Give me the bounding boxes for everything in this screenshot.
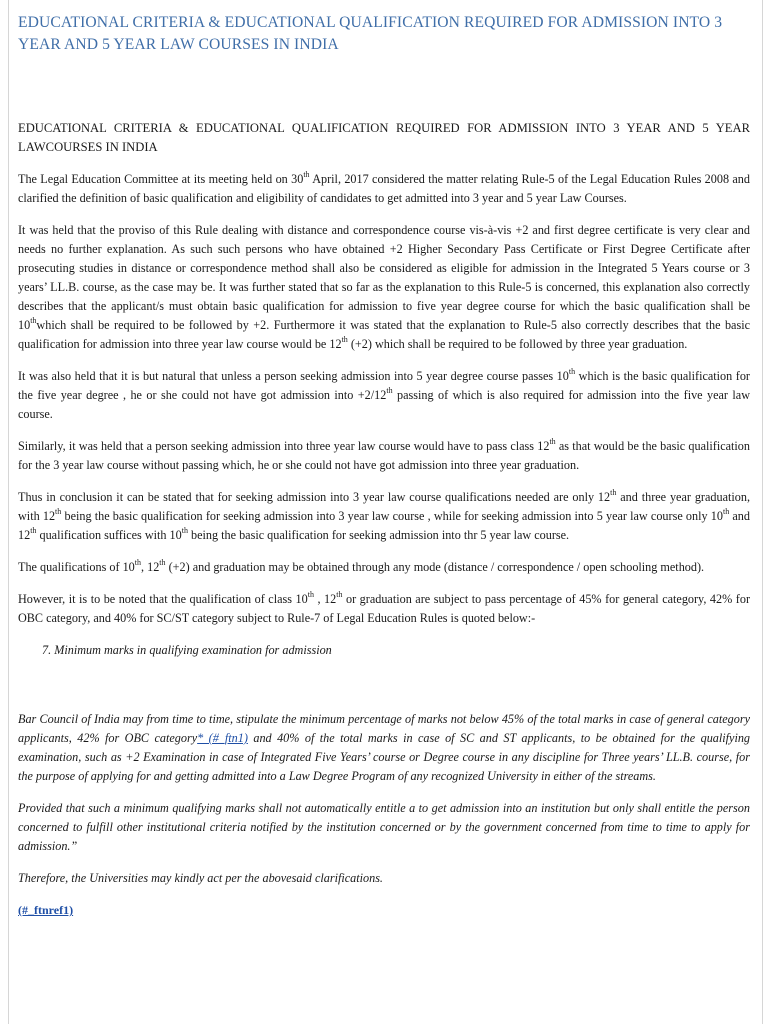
text-run: However, it is to be noted that the qualification of class 10 (18, 592, 308, 606)
superscript: th (181, 526, 188, 535)
superscript: th (336, 590, 343, 599)
superscript: th (30, 526, 37, 535)
text-run: , 12 (141, 560, 160, 574)
quote-paragraph-conclusion: Therefore, the Universities may kindly act per the abovesaid clarifications. (18, 871, 383, 885)
quoted-rule (18, 710, 750, 919)
text-run: Similarly, it was held that a person seeking admission into three year law course would have to pass class 12 (18, 439, 550, 453)
text-run: which shall be required to be followed by +2. Furthermore it was stated that the explanation to Rule-5 also correctly describes that the basic qualification for admission into three year law course would be 12 (18, 318, 750, 351)
superscript: th (549, 437, 556, 446)
footnote-ref-link[interactable]: (#_ftnref1) (18, 903, 74, 917)
text-run: (+2) and graduation may be obtained through any mode (distance / correspondence / open schooling method). (165, 560, 705, 574)
text-run: (+2) which shall be required to be followed by three year graduation. (347, 337, 688, 351)
superscript: th (30, 316, 37, 325)
superscript: th (386, 386, 393, 395)
text-run: April, 2017 considered the matter relating Rule-5 of the Legal Education Rules 2008 and clarified the definition of basic qualification and eligibility of candidates to get admitted into 3 year and 5 year Law Courses. (18, 172, 750, 205)
text-run: and 40% of the total marks in case of SC and ST applicants, to be obtained for the qualifying examination, such as +2 Examination in case of Integrated Five Years’ course or Degree course in any discipline for Three years’ LL.B. course, for the purpose of applying for and getting admitted into a Law Degree Program of any recognized University in either of the streams. (18, 731, 751, 783)
superscript: th (722, 507, 730, 516)
superscript: th (341, 335, 348, 344)
superscript: th (568, 367, 576, 376)
superscript: th (303, 170, 310, 179)
paragraph-proviso (18, 221, 750, 354)
text-run: Thus in conclusion it can be stated that for seeking admission into 3 year law course qualifications needed are only 12 (18, 490, 611, 504)
text-run: passing of which is also required for admission into the five year law course. (18, 388, 750, 421)
text-run: The qualifications of 10 (18, 560, 135, 574)
text-run: It was held that the proviso of this Rule dealing with distance and correspondence course vis-à-vis +2 and first degree certificate is very clear and needs no further explanation. As such such persons who have obtained +2 Higher Secondary Pass Certificate or First Degree Certificate after prosecuting studies in distance or correspondence method shall also be considered as eligible for admission in the Integrated 5 Years course or 3 years’ LL.B. course, as the case may be. It was further stated that so far as the explanation to this Rule-5 is concerned, this explanation also correctly describes that the applicant/s must obtain basic qualification for admission to five year degree course for which the basic qualification shall be 10 (18, 223, 750, 332)
text-run: Bar Council of India may from time to time, stipulate the minimum percentage of marks not below 45% of the total marks in case of general category applicants, 42% for OBC category (18, 712, 750, 745)
quote-paragraph-bci (18, 710, 750, 786)
paragraph-three-year (18, 437, 750, 475)
text-run: qualification suffices with 10 (36, 528, 182, 542)
quote-paragraph-proviso: Provided that such a minimum qualifying marks shall not automatically entitle a to get admission into an institution but only shall entitle the person concerned to fulfill other institutional criteria notified by the institution concerned or by the government concerned from time to time to apply for admission.” (18, 801, 750, 853)
paragraph-five-year (18, 367, 750, 424)
superscript: th (134, 558, 141, 567)
superscript: th (307, 590, 314, 599)
text-run: and 12 (18, 509, 750, 542)
paragraph-percentages (18, 590, 750, 628)
text-run: being the basic qualification for seeking admission into thr 5 year law course. (187, 528, 570, 542)
article-heading: EDUCATIONAL CRITERIA & EDUCATIONAL QUALIFICATION REQUIRED FOR ADMISSION INTO 3 YEAR AND 5 YEAR LAWCOURSES IN INDIA (18, 121, 750, 154)
text-run: , 12 (313, 592, 337, 606)
superscript: th (159, 558, 166, 567)
text-run: It was also held that it is but natural that unless a person seeking admission into 5 year degree course passes 10 (18, 369, 569, 383)
superscript: th (55, 507, 62, 516)
text-run: as that would be the basic qualification for the 3 year law course without passing which, he or she could not have got admission into three year graduation. (18, 439, 750, 472)
rule-7-list-item: 7. Minimum marks in qualifying examination for admission (42, 643, 332, 657)
text-run: which is the basic qualification for the five year degree , he or she could not have got admission into +2/12 (18, 369, 750, 402)
paragraph-mode (18, 558, 750, 577)
text-run: being the basic qualification for seeking admission into 3 year law course , while for seeking admission into 5 year law course only 10 (61, 509, 723, 523)
text-run: The Legal Education Committee at its meeting held on 30 (18, 172, 304, 186)
article-body (18, 119, 750, 919)
footnote-link-ftn1[interactable]: * (#_ftn1) (197, 731, 248, 745)
superscript: th (610, 488, 617, 497)
text-run: or graduation are subject to pass percentage of 45% for general category, 42% for OBC category, and 40% for SC/ST category subject to Rule-7 of Legal Education Rules is quoted below:- (18, 592, 751, 625)
text-run: and three year graduation, with 12 (18, 490, 750, 523)
paragraph-conclusion (18, 488, 750, 545)
page-title: EDUCATIONAL CRITERIA & EDUCATIONAL QUALIFICATION REQUIRED FOR ADMISSION INTO 3 YEAR AND 5 YEAR LAW COURSES IN INDIA (18, 14, 723, 53)
paragraph-committee (18, 170, 750, 208)
